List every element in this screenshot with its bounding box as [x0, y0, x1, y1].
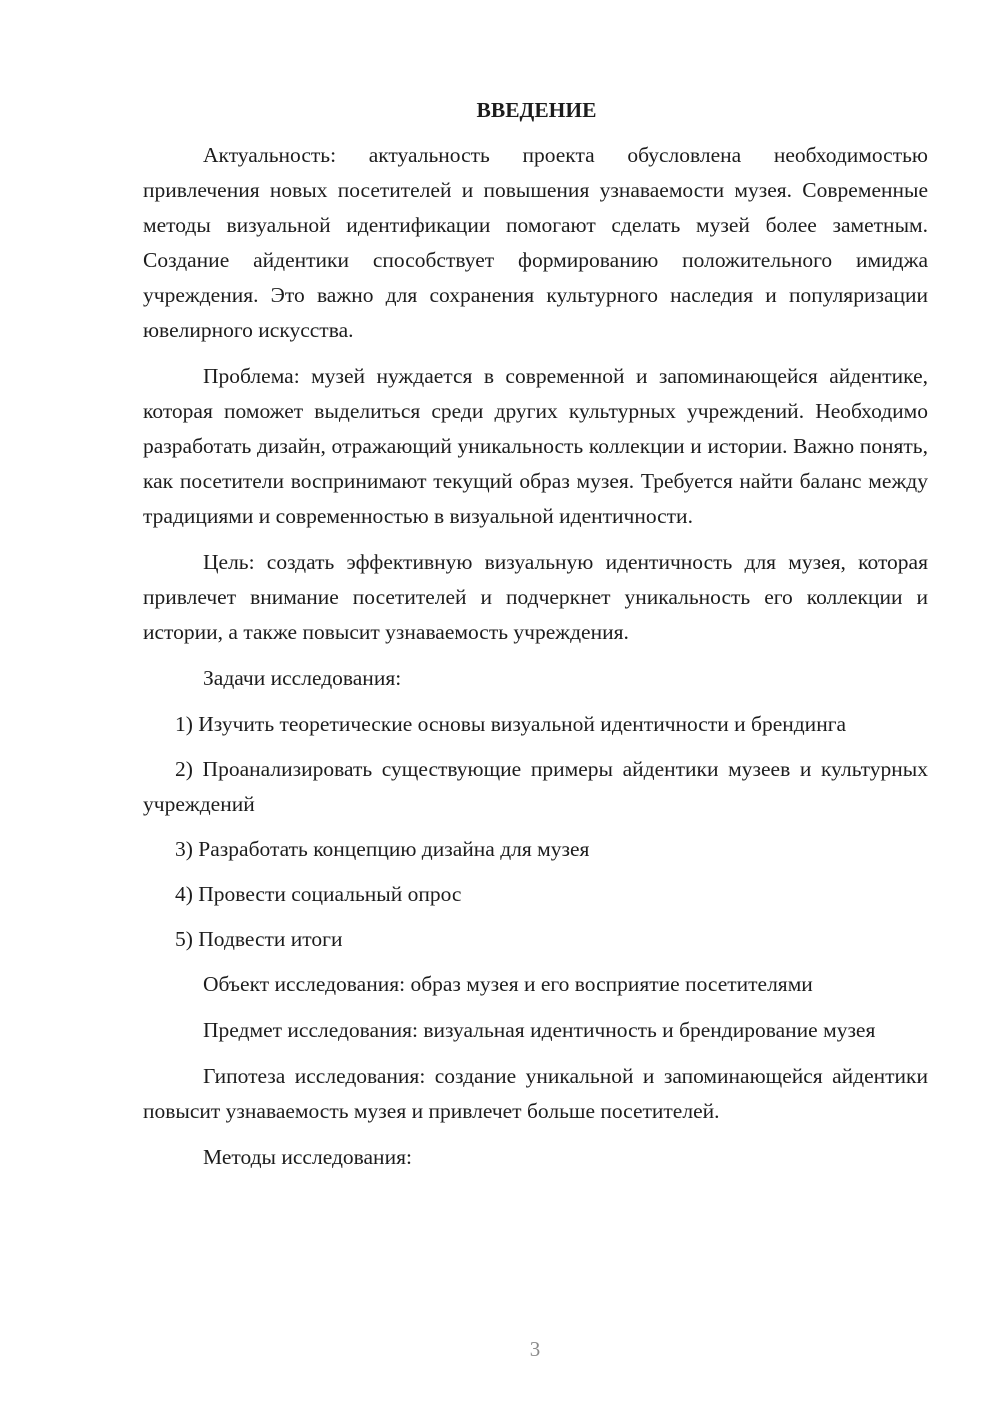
object-paragraph: Объект исследования: образ музея и его восприятие посетителями	[203, 972, 813, 996]
relevance-paragraph: Актуальность: актуальность проекта обусловлена необходимостью привлечения новых посетителей и повышения узнаваемости музея. Современные методы визуальной идентификации помогают сделать музей более заметным. Создание айдентики способствует формированию положительного имиджа учреждения. Это важно для сохранения культурного наследия и популяризации ювелирного искусства.	[143, 143, 928, 342]
goal-paragraph: Цель: создать эффективную визуальную идентичность для музея, которая привлечет внимание посетителей и подчеркнет уникальность его коллекции и истории, а также повысит узнаваемость учреждения.	[143, 550, 928, 644]
problem-paragraph: Проблема: музей нуждается в современной и запоминающейся айдентике, которая поможет выделиться среди других культурных учреждений. Необходимо разработать дизайн, отражающий уникальность коллекции и истории. Важно понять, как посетители воспринимают текущий образ музея. Требуется найти баланс между традициями и современностью в визуальной идентичности.	[143, 364, 928, 528]
methods-paragraph: Методы исследования:	[203, 1145, 412, 1169]
task-item-3: 3) Разработать концепцию дизайна для музея	[175, 837, 590, 861]
hypothesis-paragraph: Гипотеза исследования: создание уникальной и запоминающейся айдентики повысит узнаваемость музея и привлечет больше посетителей.	[143, 1064, 928, 1123]
task-item-5: 5) Подвести итоги	[175, 927, 343, 951]
tasks-title: Задачи исследования:	[203, 666, 402, 690]
page-title: ВВЕДЕНИЕ	[476, 98, 597, 122]
task-item-4: 4) Провести социальный опрос	[175, 882, 462, 906]
task-item-2: 2) Проанализировать существующие примеры айдентики музеев и культурных учреждений	[143, 757, 928, 816]
subject-paragraph: Предмет исследования: визуальная идентичность и брендирование музея	[203, 1018, 876, 1042]
task-item-1: 1) Изучить теоретические основы визуальной идентичности и брендинга	[175, 712, 847, 736]
page-content	[143, 95, 928, 1186]
page-number: 3	[529, 1337, 541, 1361]
